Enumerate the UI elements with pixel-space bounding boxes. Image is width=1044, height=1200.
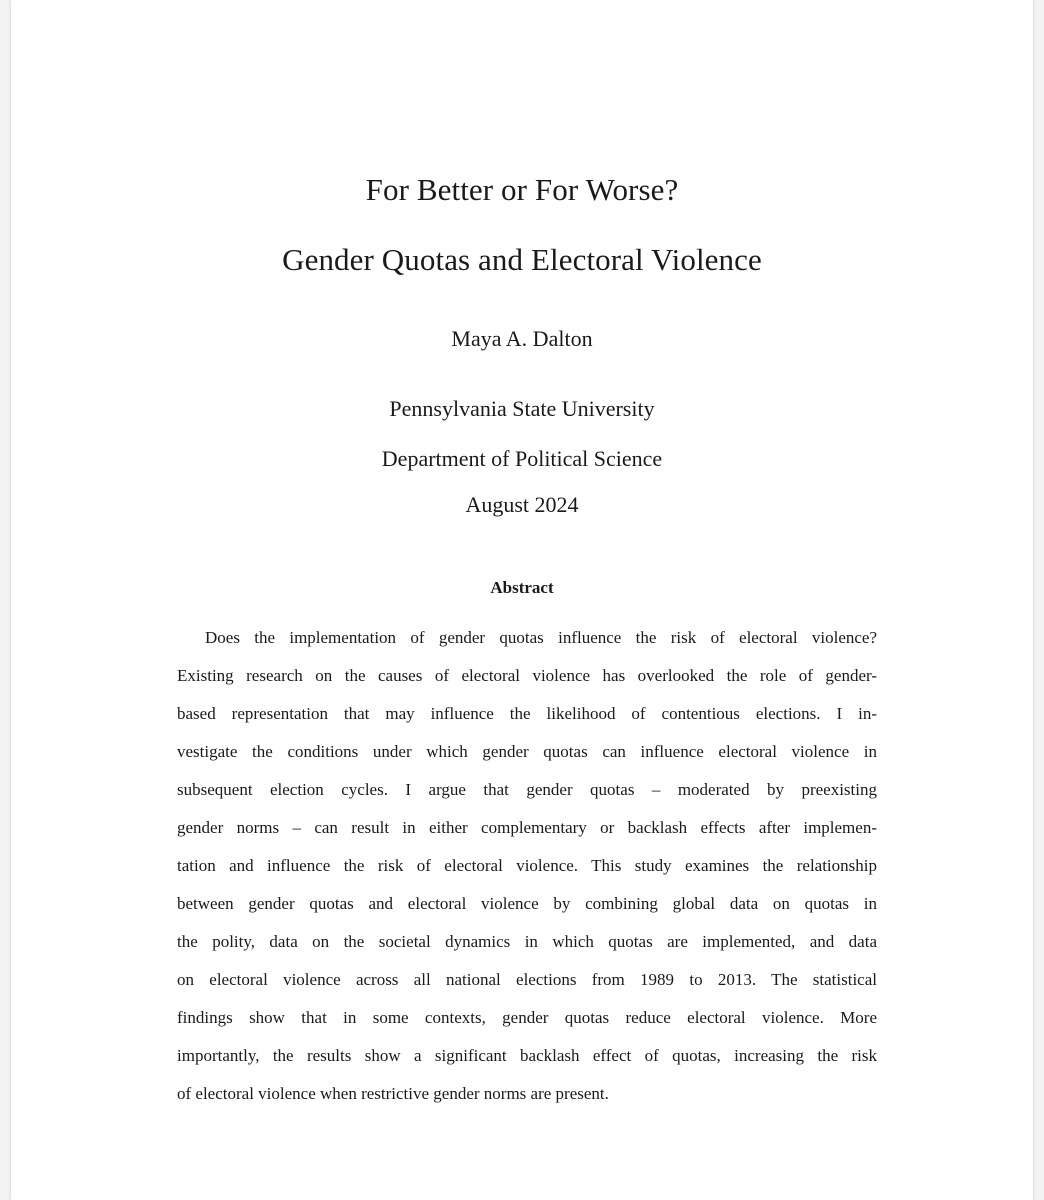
abstract-heading: Abstract bbox=[490, 578, 554, 597]
abstract-line: vestigate the conditions under which gender quotas can influence electoral violence in bbox=[177, 742, 877, 761]
abstract-line: the polity, data on the societal dynamics in which quotas are implemented, and data bbox=[177, 932, 877, 951]
abstract-line: findings show that in some contexts, gender quotas reduce electoral violence. More bbox=[177, 1008, 877, 1027]
institution: Pennsylvania State University bbox=[389, 396, 655, 421]
abstract-line: on electoral violence across all national elections from 1989 to 2013. The statistical bbox=[177, 970, 877, 989]
abstract-line: tation and influence the risk of electoral violence. This study examines the relationship bbox=[177, 856, 877, 875]
abstract-line: Does the implementation of gender quotas influence the risk of electoral violence? bbox=[205, 628, 877, 647]
abstract-line: of electoral violence when restrictive gender norms are present. bbox=[177, 1084, 609, 1103]
author-name: Maya A. Dalton bbox=[451, 326, 593, 351]
paper-title-line-2: Gender Quotas and Electoral Violence bbox=[282, 242, 762, 277]
abstract-line: between gender quotas and electoral violence by combining global data on quotas in bbox=[177, 894, 877, 913]
abstract-line: subsequent election cycles. I argue that gender quotas – moderated by preexisting bbox=[177, 780, 877, 799]
department: Department of Political Science bbox=[381, 446, 663, 471]
abstract-line: based representation that may influence the likelihood of contentious elections. I in- bbox=[177, 704, 877, 723]
abstract-line: Existing research on the causes of electoral violence has overlooked the role of gender- bbox=[177, 666, 877, 685]
paper-page bbox=[11, 0, 1033, 1200]
abstract-line: importantly, the results show a significant backlash effect of quotas, increasing the risk bbox=[177, 1046, 877, 1065]
abstract-line: gender norms – can result in either complementary or backlash effects after implemen- bbox=[177, 818, 877, 837]
publication-date: August 2024 bbox=[465, 492, 579, 517]
abstract-body bbox=[177, 619, 877, 1113]
paper-title-line-1: For Better or For Worse? bbox=[365, 172, 679, 207]
